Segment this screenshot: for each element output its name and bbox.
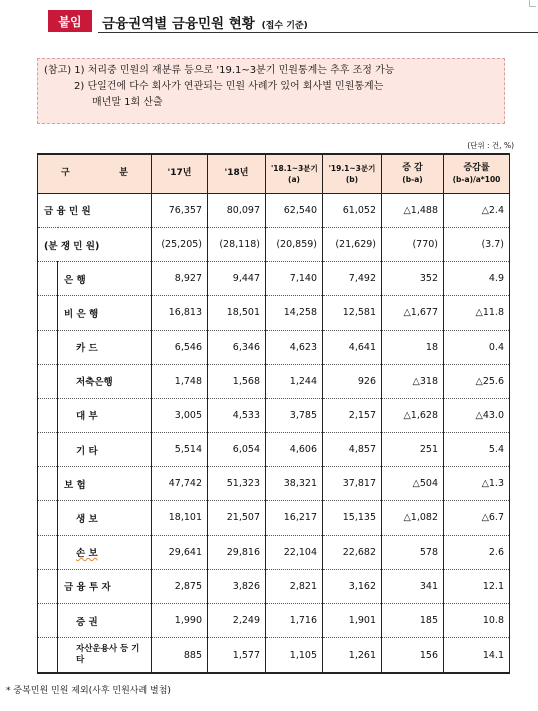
cell: 2,875 [152, 569, 208, 603]
cell: 6,346 [208, 330, 266, 364]
row-label: 보 험 [58, 467, 152, 501]
cell: △1,082 [382, 501, 444, 535]
cell: 18 [382, 330, 444, 364]
cell: 61,052 [323, 193, 382, 227]
row-label: 손 보 [58, 535, 152, 569]
cell: (20,859) [266, 228, 323, 262]
cell: 18,501 [208, 296, 266, 330]
table-row [38, 467, 510, 501]
header-period-a: '18.1~3분기 (a) [266, 154, 323, 193]
cell: 3,785 [266, 398, 323, 432]
cell: (770) [382, 228, 444, 262]
cell: △1,488 [382, 193, 444, 227]
indent-cell [38, 433, 58, 467]
table-row [38, 330, 510, 364]
cell: 2,821 [266, 569, 323, 603]
row-label: 저축은행 [58, 364, 152, 398]
table-row [38, 501, 510, 535]
reference-note-box [37, 58, 505, 124]
note-line-3: 매년말 1회 산출 [92, 97, 163, 108]
cell: 62,540 [266, 193, 323, 227]
cell: 1,577 [208, 638, 266, 673]
cell: 578 [382, 535, 444, 569]
note-line-2: 2) 단일건에 다수 회사가 연관되는 민원 사례가 있어 회사별 민원통계는 [74, 81, 384, 92]
cell: △318 [382, 364, 444, 398]
table-header-row [38, 154, 510, 193]
cell: 47,742 [152, 467, 208, 501]
cell: 5,514 [152, 433, 208, 467]
cell: △504 [382, 467, 444, 501]
indent-cell [38, 364, 58, 398]
table-row [38, 296, 510, 330]
cell: 885 [152, 638, 208, 673]
cell: 38,321 [266, 467, 323, 501]
row-label: 자산운용사 등 기타 [58, 638, 152, 673]
cell: 4,606 [266, 433, 323, 467]
cell: 29,641 [152, 535, 208, 569]
cell: △11.8 [444, 296, 510, 330]
cell: 1,105 [266, 638, 323, 673]
cell: 51,323 [208, 467, 266, 501]
cell: 1,748 [152, 364, 208, 398]
table-row [38, 262, 510, 296]
cell: 9,447 [208, 262, 266, 296]
cell: 0.4 [444, 330, 510, 364]
document-header [40, 4, 506, 32]
title-text: 금융권역별 금융민원 현황 [102, 16, 255, 32]
cell: 926 [323, 364, 382, 398]
cell: 1,716 [266, 603, 323, 637]
table-row [38, 398, 510, 432]
cell: 352 [382, 262, 444, 296]
cell: 14.1 [444, 638, 510, 673]
cell: 4,623 [266, 330, 323, 364]
cell: (25,205) [152, 228, 208, 262]
cell: 76,357 [152, 193, 208, 227]
cell: 2,157 [323, 398, 382, 432]
cell: 185 [382, 603, 444, 637]
cell: 5.4 [444, 433, 510, 467]
cell: 341 [382, 569, 444, 603]
cell: 21,507 [208, 501, 266, 535]
cell: 1,261 [323, 638, 382, 673]
cell: 16,813 [152, 296, 208, 330]
row-label: 금 융 투 자 [58, 569, 152, 603]
table-row [38, 193, 510, 227]
cell: 4.9 [444, 262, 510, 296]
indent-cell [38, 398, 58, 432]
cell: 14,258 [266, 296, 323, 330]
cell: 16,217 [266, 501, 323, 535]
table-row [38, 228, 510, 262]
row-label: 카 드 [58, 330, 152, 364]
header-2018: '18년 [208, 154, 266, 193]
table-row [38, 638, 510, 673]
cell: 37,817 [323, 467, 382, 501]
cell: 4,533 [208, 398, 266, 432]
cell: 18,101 [152, 501, 208, 535]
cell: 15,135 [323, 501, 382, 535]
cell: 22,682 [323, 535, 382, 569]
cell: △6.7 [444, 501, 510, 535]
row-label: 대 부 [58, 398, 152, 432]
cell: 12.1 [444, 569, 510, 603]
cell: △2.4 [444, 193, 510, 227]
cell: 10.8 [444, 603, 510, 637]
cell: 156 [382, 638, 444, 673]
indent-cell [38, 569, 58, 603]
header-2017: '17년 [152, 154, 208, 193]
indent-cell [38, 296, 58, 330]
header-period-b: '19.1~3분기 (b) [323, 154, 382, 193]
cell: △1,677 [382, 296, 444, 330]
indent-cell [38, 535, 58, 569]
document-title [102, 12, 308, 32]
note-line-1: (참고) 1) 처리중 민원의 재분류 등으로 '19.1~3분기 민원통계는 추후 조정 가능 [44, 65, 395, 76]
header-change-rate: 증감률 (b-a)/a*100 [444, 154, 510, 193]
title-underline [98, 32, 538, 33]
cell: 2.6 [444, 535, 510, 569]
row-label: 금 융 민 원 [38, 193, 152, 227]
cell: △43.0 [444, 398, 510, 432]
indent-cell [38, 262, 58, 296]
cell: 1,244 [266, 364, 323, 398]
indent-cell [38, 603, 58, 637]
title-note: (접수 기준) [261, 21, 308, 31]
table-row [38, 535, 510, 569]
indent-cell [38, 330, 58, 364]
cell: 3,005 [152, 398, 208, 432]
cell: 1,901 [323, 603, 382, 637]
row-label: 비 은 행 [58, 296, 152, 330]
cell: 3,162 [323, 569, 382, 603]
row-label: 은 행 [58, 262, 152, 296]
cell: 8,927 [152, 262, 208, 296]
cell: 2,249 [208, 603, 266, 637]
cell: 1,990 [152, 603, 208, 637]
row-label: 생 보 [58, 501, 152, 535]
cell: △25.6 [444, 364, 510, 398]
row-label: 증 권 [58, 603, 152, 637]
cell: 4,857 [323, 433, 382, 467]
cell: (28,118) [208, 228, 266, 262]
cell: 3,826 [208, 569, 266, 603]
unit-label: (단위 : 건, %) [467, 141, 514, 150]
cell: (3.7) [444, 228, 510, 262]
table-row [38, 364, 510, 398]
table-row [38, 433, 510, 467]
table-row [38, 603, 510, 637]
indent-cell [38, 467, 58, 501]
cell: 251 [382, 433, 444, 467]
cell: 4,641 [323, 330, 382, 364]
row-label: 기 타 [58, 433, 152, 467]
header-category: 구 분 [38, 154, 152, 193]
appendix-badge: 붙임 [48, 10, 92, 32]
cell: 12,581 [323, 296, 382, 330]
complaints-table [37, 153, 510, 674]
table-row [38, 569, 510, 603]
cell: 29,816 [208, 535, 266, 569]
cell: 80,097 [208, 193, 266, 227]
cell: 6,054 [208, 433, 266, 467]
header-change: 증 감 (b-a) [382, 154, 444, 193]
cell: △1,628 [382, 398, 444, 432]
row-label: (분 쟁 민 원) [38, 228, 152, 262]
cell: 7,492 [323, 262, 382, 296]
cell: 6,546 [152, 330, 208, 364]
footnote: * 중복민원 민원 제외(사후 민원사례 별첨) [6, 686, 171, 696]
page-corner-mark [529, 0, 536, 7]
indent-cell [38, 501, 58, 535]
indent-cell [38, 638, 58, 673]
cell: 22,104 [266, 535, 323, 569]
cell: 7,140 [266, 262, 323, 296]
cell: △1.3 [444, 467, 510, 501]
cell: (21,629) [323, 228, 382, 262]
cell: 1,568 [208, 364, 266, 398]
